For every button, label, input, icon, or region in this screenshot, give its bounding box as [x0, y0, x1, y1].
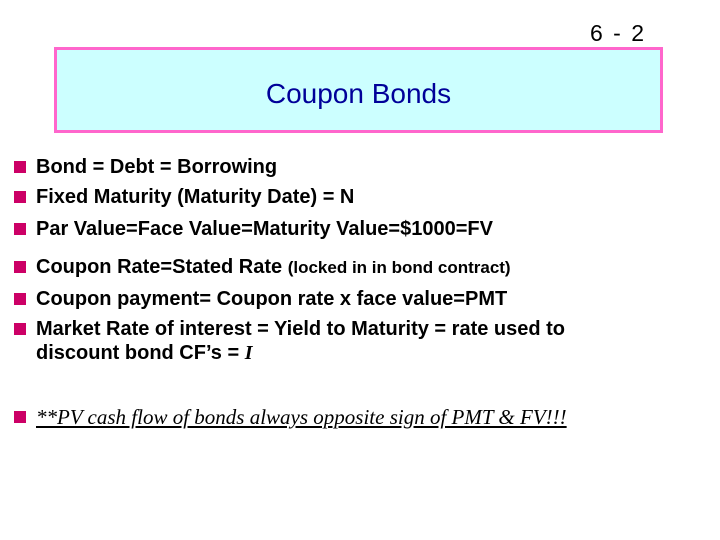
square-bullet-icon [14, 223, 26, 235]
bullet-line-2: discount bond CF’s = [36, 342, 245, 364]
bullet-item [14, 255, 511, 280]
bullet-text: Fixed Maturity (Maturity Date) = N [36, 186, 355, 208]
title-banner [54, 47, 663, 133]
interest-variable: I [244, 342, 253, 364]
square-bullet-icon [14, 191, 26, 203]
bullet-item [14, 317, 565, 365]
bullet-item [14, 185, 354, 209]
bullet-text: Bond = Debt = Borrowing [36, 156, 278, 178]
square-bullet-icon [14, 261, 26, 273]
slide-title: Coupon Bonds [265, 78, 452, 109]
page-number: 6 - 2 [589, 20, 646, 46]
bullet-text-emphasis: **PV cash flow of bonds always opposite sign of PMT & FV!!! [36, 405, 567, 429]
square-bullet-icon [14, 411, 26, 423]
bullet-line-1: Market Rate of interest = Yield to Maturity = rate used to [36, 318, 566, 340]
bullet-text [36, 317, 565, 365]
square-bullet-icon [14, 161, 26, 173]
bullet-main-text: Coupon Rate=Stated Rate [36, 256, 288, 278]
bullet-text: Coupon payment= Coupon rate x face value=PMT [36, 288, 508, 310]
bullet-item [14, 217, 493, 241]
square-bullet-icon [14, 323, 26, 335]
bullet-text [36, 255, 511, 280]
bullet-item [14, 287, 507, 311]
square-bullet-icon [14, 293, 26, 305]
bullet-note-text: (locked in in bond contract) [287, 258, 511, 277]
bullet-item [14, 405, 567, 429]
bullet-text: Par Value=Face Value=Maturity Value=$1000=FV [36, 218, 493, 240]
bullet-item [14, 155, 277, 179]
